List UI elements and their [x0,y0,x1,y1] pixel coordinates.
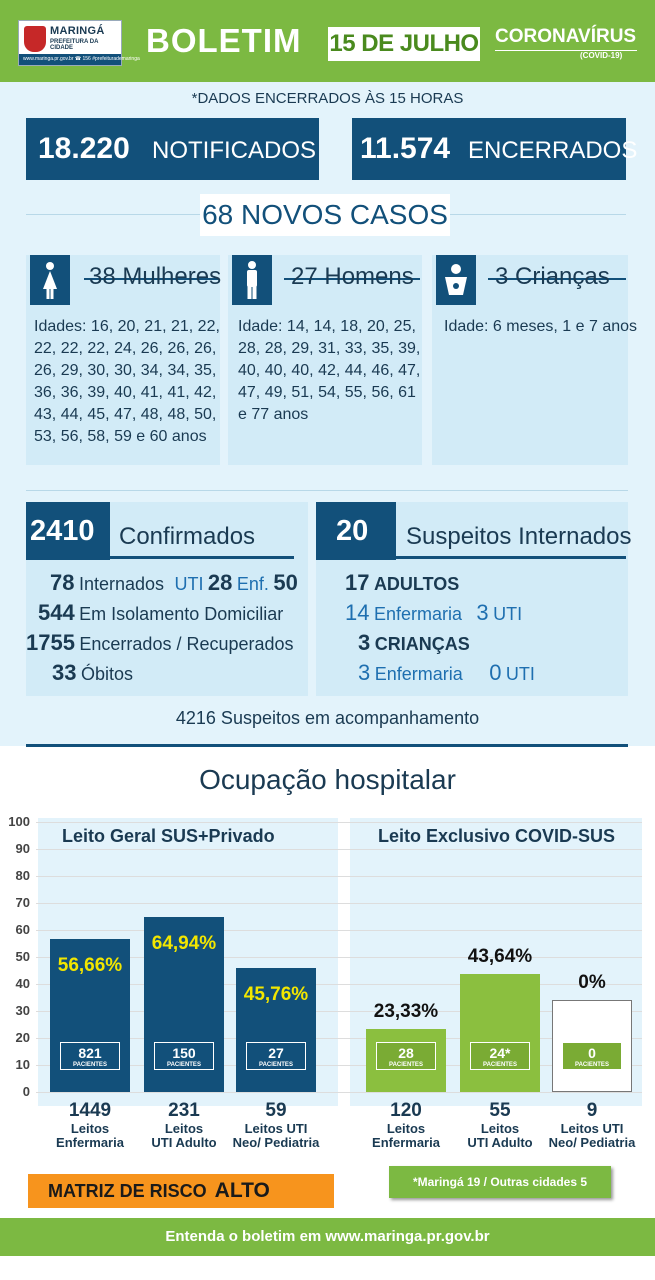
pacientes-count: 0 [588,1045,596,1061]
bulletin-date: 15 DE JULHO [328,27,480,61]
ages-line: Idades: 16, 20, 21, 21, 22, [34,318,220,335]
y-tick-label: 90 [15,841,30,856]
y-tick-label: 70 [15,895,30,910]
criancas-uti-number: 0 [489,660,502,685]
bar-percent-label: 45,76% [243,984,309,1006]
notificados-box [26,118,319,180]
pacientes-box [154,1042,214,1070]
mulheres-ages [34,316,220,448]
data-closed-note: *DADOS ENCERRADOS ÀS 15 HORAS [191,90,464,107]
bar-caption [222,1100,330,1150]
confirmados-underline [110,556,294,559]
page-title: BOLETIM [146,22,302,59]
bar-percent-label: 23,33% [373,1001,439,1022]
footer-link-bar[interactable]: Entenda o boletim em www.maringa.pr.gov.br [0,1218,655,1256]
logo-sub: PREFEITURA DA CIDADE [50,39,99,51]
internados-number: 78 [50,570,75,595]
man-icon [232,255,272,305]
ages-line: 28, 28, 29, 31, 33, 35, 39, [238,340,421,357]
pacientes-label: PACIENTES [575,1062,609,1068]
encerrados-label: ENCERRADOS [468,137,638,164]
ocupacao-title: Ocupação hospitalar [199,764,456,795]
isolamento-number: 544 [38,600,75,625]
grid-line [36,849,642,850]
pacientes-count: 27 [268,1045,284,1061]
maringa-logo [18,20,140,66]
woman-icon [30,255,70,305]
novos-casos-title: 68 NOVOS CASOS [200,194,450,236]
leitos-label: Leitos [70,1121,110,1136]
obitos-label: Óbitos [80,664,133,684]
pacientes-label: PACIENTES [259,1062,293,1068]
leitos-count: 1449 [68,1100,112,1121]
leitos-count: 55 [489,1100,511,1121]
pacientes-count: 821 [78,1045,102,1061]
covid-label: (COVID-19) [580,51,623,60]
suspeitos-underline [396,556,626,559]
city-crest-icon [24,26,46,52]
y-tick-label: 100 [8,814,30,829]
pacientes-box [246,1042,306,1070]
pacientes-count: 24* [489,1045,511,1061]
criancas-row [358,630,470,656]
bar-caption [352,1100,460,1150]
obitos-row [52,660,133,686]
criancas-detail-row [358,660,535,686]
panel-geral-title: Leito Geral SUS+Privado [62,826,275,846]
recuperados-number: 1755 [26,630,75,655]
bar-percent-label: 0% [578,972,606,993]
pacientes-label: PACIENTES [73,1062,107,1068]
adultos-enf-number: 14 [345,600,370,625]
y-tick-label: 20 [15,1030,30,1045]
encerrados-number: 11.574 [360,132,451,165]
grid-line [36,903,642,904]
encerrados-box [352,118,638,180]
bar-percent-label: 56,66% [57,955,123,977]
criancas-label: 3 Crianças [495,263,610,290]
y-tick-label: 50 [15,949,30,964]
y-tick-label: 0 [22,1084,30,1099]
ages-line: 36, 36, 39, 40, 41, 41, 42, [34,384,217,401]
leitos-count: 120 [390,1100,422,1121]
obitos-number: 33 [52,660,77,685]
logo-name: MARINGÁ [50,25,105,37]
recuperados-row [26,630,294,656]
grid-line [36,930,642,931]
risk-level-value: ALTO [214,1179,270,1202]
suspeitos-number: 20 [336,515,369,547]
y-tick-label: 40 [15,976,30,991]
criancas-suspeitos-label: CRIANÇAS [374,634,470,654]
leitos-label: Leitos UTI [244,1121,308,1136]
y-tick-label: 10 [15,1057,30,1072]
leitos-label: Enfermaria [372,1135,440,1150]
mid-divider [26,490,628,491]
confirmados-label: Confirmados [119,523,256,550]
confirmados-number-box [26,502,110,560]
leitos-label: Neo/ Pediatria [548,1135,636,1150]
ages-line: 26, 29, 30, 30, 34, 34, 35, [34,362,217,379]
notificados-number: 18.220 [38,132,130,165]
enf-number: 50 [273,570,298,595]
notificados-label: NOTIFICADOS [152,137,317,164]
isolamento-row [38,600,283,626]
leitos-label: Leitos [164,1121,204,1136]
bar-percent-label: 43,64% [467,946,533,968]
logo-contact-bar: www.maringa.pr.gov.br ☎ 156 #prefeiturademaringa [19,54,121,65]
pacientes-label: PACIENTES [389,1062,423,1068]
criancas-enf-number: 3 [358,660,371,685]
y-tick-label: 80 [15,868,30,883]
y-tick-label: 60 [15,922,30,937]
criancas-uti-label: UTI [505,664,535,684]
ages-line: 53, 56, 58, 59 e 60 anos [34,428,207,445]
ages-line: 47, 49, 51, 54, 55, 56, 61 [238,384,416,401]
baby-icon [436,255,476,305]
bar-caption [538,1100,646,1150]
ages-line: e 77 anos [238,406,309,423]
mulheres-label: 38 Mulheres [89,263,222,290]
suspeitos-label: Suspeitos Internados [406,523,632,550]
criancas-enf-label: Enfermaria [374,664,463,684]
coronavirus-label: CORONAVÍRUS [495,26,637,47]
pacientes-count: 150 [172,1045,196,1061]
leitos-label: Leitos UTI [560,1121,624,1136]
pacientes-label: PACIENTES [167,1062,201,1068]
panel-exclusivo-title: Leito Exclusivo COVID-SUS [378,826,616,846]
ages-line: 22, 22, 22, 24, 26, 26, 26, [34,340,217,357]
leitos-label: UTI Adulto [467,1135,533,1150]
bar-1-1 [460,974,540,1092]
adultos-enf-label: Enfermaria [373,604,462,624]
pacientes-label: PACIENTES [483,1062,517,1068]
grid-line [36,1092,642,1093]
bar-caption [36,1100,144,1150]
internados-row [50,570,298,596]
acompanhamento-text: 4216 Suspeitos em acompanhamento [175,708,480,728]
pacientes-box [562,1042,622,1070]
criancas-number: 3 [358,630,371,655]
uti-number: 28 [207,570,233,595]
adultos-uti-number: 3 [476,600,489,625]
risk-matrix-label: MATRIZ DE RISCO [48,1181,207,1201]
isolamento-label: Em Isolamento Domiciliar [79,604,284,624]
leitos-label: Neo/ Pediatria [232,1135,320,1150]
leitos-label: Leitos [386,1121,426,1136]
leitos-label: Enfermaria [56,1135,124,1150]
enf-label: Enf. [236,574,269,594]
leitos-count: 231 [168,1100,200,1121]
uti-label: UTI [174,574,204,594]
pacientes-box [376,1042,436,1070]
ages-line: 43, 44, 45, 47, 48, 48, 50, [34,406,217,423]
grid-line [36,876,642,877]
pacientes-box [60,1042,120,1070]
grid-line [36,822,642,823]
adultos-row [345,570,459,596]
adultos-label: ADULTOS [373,574,460,594]
adultos-number: 17 [345,570,370,595]
risk-matrix-badge [28,1174,334,1208]
ages-line: Idade: 6 meses, 1 e 7 anos [444,318,638,335]
criancas-ages [444,316,637,338]
ages-line: Idade: 14, 14, 18, 20, 25, [238,318,416,335]
pacientes-box [470,1042,530,1070]
leitos-count: 9 [586,1100,598,1121]
y-tick-label: 30 [15,1003,30,1018]
pacientes-count: 28 [398,1045,414,1061]
internados-label: Internados [78,574,164,594]
homens-ages [238,316,420,426]
adultos-detail-row [345,600,522,626]
adultos-uti-label: UTI [493,604,523,624]
leitos-label: Leitos [480,1121,520,1136]
homens-label: 27 Homens [291,263,414,290]
leitos-label: UTI Adulto [151,1135,217,1150]
section-divider [26,744,628,747]
suspeitos-number-box [316,502,396,560]
leitos-count: 59 [265,1100,287,1121]
occupancy-chart [0,812,655,1157]
recuperados-label: Encerrados / Recuperados [79,634,294,654]
pacientes-origin-note: *Maringá 19 / Outras cidades 5 [389,1166,611,1198]
bar-percent-label: 64,94% [151,932,217,954]
confirmados-number: 2410 [30,515,95,547]
ages-line: 40, 40, 40, 42, 44, 46, 47, [238,362,421,379]
